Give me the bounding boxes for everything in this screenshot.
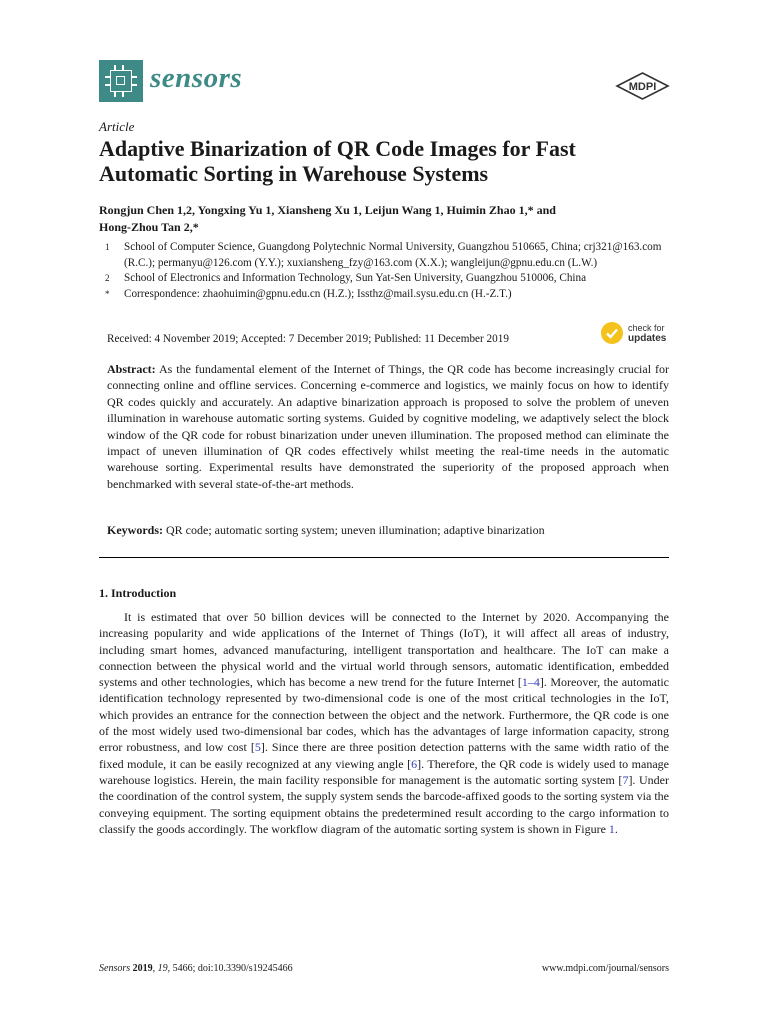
publication-dates: Received: 4 November 2019; Accepted: 7 December 2019; Published: 11 December 2019 xyxy=(107,333,509,345)
paper-title: Adaptive Binarization of QR Code Images for Fast Automatic Sorting in Warehouse Systems xyxy=(99,136,576,186)
journal-name: sensors xyxy=(150,62,243,94)
footer-citation: Sensors 2019, 19, 5466; doi:10.3390/s19245466 xyxy=(99,963,293,974)
mdpi-logo xyxy=(615,72,670,100)
affiliation-1: 1 School of Computer Science, Guangdong Polytechnic Normal University, Guangzhou 510665, China; crj321@163.com (R.C.); permanyu@126.com (Y.Y.); xuxiansheng_fzy@163.com (X.X.); wangleijun@gpnu.edu.cn (L.W.) xyxy=(105,241,662,269)
affiliation-2: 2 School of Electronics and Information Technology, Sun Yat-Sen University, Guangzhou 510006, China xyxy=(105,272,587,284)
keywords-label: Keywords: xyxy=(107,523,163,537)
footer-url[interactable]: www.mdpi.com/journal/sensors xyxy=(541,963,669,974)
check-for-updates-badge[interactable]: check for updates xyxy=(601,322,673,346)
citation-link[interactable]: 7 xyxy=(622,772,629,787)
authors-line-2: Hong-Zhou Tan 2,* xyxy=(99,220,199,234)
citation-link[interactable]: 1–4 xyxy=(521,675,540,690)
section-heading: 1. Introduction xyxy=(99,586,177,600)
abstract xyxy=(107,361,669,492)
citation-link[interactable]: 6 xyxy=(411,756,418,771)
keywords-text: QR code; automatic sorting system; uneven illumination; adaptive binarization xyxy=(166,523,545,537)
keywords xyxy=(107,523,669,538)
mdpi-logo-text: MDPI xyxy=(628,81,657,93)
citation-link[interactable]: 5 xyxy=(254,740,261,755)
chip-icon xyxy=(110,70,132,92)
abstract-label: Abstract: xyxy=(107,362,156,376)
correspondence: * Correspondence: zhaohuimin@gpnu.edu.cn (H.Z.); Issthz@mail.sysu.edu.cn (H.-Z.T.) xyxy=(105,287,512,300)
abstract-text: As the fundamental element of the Internet of Things, the QR code has become increasingly crucial for connecting online and offline services. Concerning e-commerce and logistics, we mainly focus on how to identify QR codes quickly and accurately. An adaptive binarization approach is proposed to solve the problem of uneven illumination in warehouse automatic sorting systems. Guided by cognitive modeling, we adaptively select the block window of the QR code for robust binarization under uneven illumination. The proposed method can eliminate the impact of uneven illumination of QR codes effectively whilst meeting the real-time needs in the automatic warehouse sorting. Experimental results have demonstrated the superiority of the proposed approach when benchmarked with several state-of-the-art methods. xyxy=(107,362,670,491)
check-icon xyxy=(601,322,623,344)
article-type: Article xyxy=(99,119,135,134)
introduction-paragraph: It is estimated that over 50 billion devices will be connected to the Internet by 2020. Accompanying the increasing popularity and wide applications of the Internet of Things (IoT), it will affect all areas of industry, including smart homes, advanced manufacturing, intelligent transportation and healthcare. The IoT can make a connection between the physical world and the virtual world through sensors, automatic identification, embedded systems and other technologies, which has become a new trend for the future Internet [1–4]. Moreover, the automatic identification technology represented by two-dimensional code is one of the most critical technologies in the IoT, which provides an entrance for the connection between the object and the network. Furthermore, the QR code is one of the most widely used two-dimensional bar codes, which has the advantages of large information capacity, strong error robustness, and low cost [5]. Since there are three position detection patterns with the same width ratio of the fixed module, it can be easily recognized at any viewing angle [6]. Therefore, the QR code is widely used to manage warehouse logistics. Herein, the main facility responsible for management is the automatic sorting system [7]. Under the coordination of the control system, the supply system sends the barcode-affixed goods to the sorting system via the conveying equipment. The sorting equipment obtains the predetermined result according to the cargo information to classify the goods accordingly. The workflow diagram of the automatic sorting system is shown in Figure 1. xyxy=(99,610,670,836)
author-list xyxy=(99,202,669,236)
figure-link[interactable]: 1 xyxy=(608,821,615,836)
journal-logo xyxy=(99,60,143,102)
divider xyxy=(99,557,669,558)
affiliations xyxy=(99,240,669,302)
authors-line-1: Rongjun Chen 1,2, Yongxing Yu 1, Xiansheng Xu 1, Leijun Wang 1, Huimin Zhao 1,* and xyxy=(99,203,556,217)
